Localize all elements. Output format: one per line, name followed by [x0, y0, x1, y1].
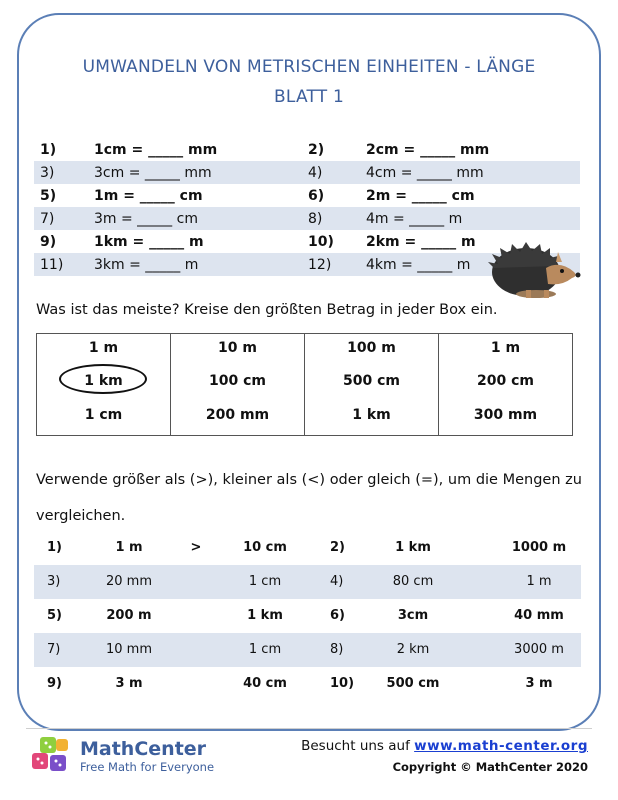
quantity-right: 40 cm [243, 676, 287, 691]
quantity-right: 1 cm [248, 574, 282, 589]
item-number: 1) [47, 540, 62, 555]
copyright: Copyright © MathCenter 2020 [392, 760, 588, 774]
quantity-right: 1000 m [511, 540, 567, 555]
item-number: 7) [40, 210, 55, 227]
quantity-right: 40 mm [514, 608, 564, 623]
item-number: 10) [308, 233, 334, 250]
item-number: 2) [308, 141, 325, 158]
compare-row [34, 565, 581, 599]
conversion-row [34, 207, 580, 230]
conversion-row [34, 138, 580, 161]
comparison-operator: > [190, 540, 202, 555]
conversion-row [34, 184, 580, 207]
conversion-expression: 4km = _____ m [366, 256, 471, 273]
conversion-expression: 2cm = _____ mm [366, 141, 490, 158]
visit-prefix: Besucht uns auf [301, 738, 415, 754]
quantity-right: 3 m [525, 676, 553, 691]
item-number: 8) [308, 210, 323, 227]
conversion-expression: 1m = _____ cm [94, 187, 203, 204]
compare-table [34, 531, 581, 701]
item-number: 7) [47, 642, 61, 657]
conversion-expression: 3m = _____ cm [94, 210, 198, 227]
quantity-left: 2 km [396, 642, 430, 657]
quantity-left: 20 mm [105, 574, 152, 589]
question-compare: Verwende größer als (>), kleiner als (<) oder gleich (=), um die Mengen zu vergleichen. [36, 472, 582, 524]
compare-row [34, 531, 581, 565]
quantity-left: 10 mm [105, 642, 152, 657]
amount-column [439, 334, 572, 435]
amount-cell: 500 cm [343, 373, 400, 389]
quantity-right: 1 cm [248, 642, 282, 657]
amount-cell: 1 m [88, 340, 119, 356]
conversion-expression: 3cm = _____ mm [94, 164, 212, 181]
visit-text [301, 738, 588, 754]
item-number: 9) [47, 676, 62, 691]
quantity-left: 80 cm [392, 574, 434, 589]
hedgehog-illustration [486, 238, 582, 302]
amount-cell: 300 mm [473, 407, 538, 423]
quantity-left: 500 cm [386, 676, 440, 691]
conversion-expression: 2km = _____ m [366, 233, 476, 250]
conversion-row [34, 161, 580, 184]
amount-cell: 200 cm [477, 373, 534, 389]
mathcenter-logo-icon [28, 733, 72, 775]
amount-cell: 1 m [490, 340, 521, 356]
amount-cell: 1 cm [84, 407, 123, 423]
item-number: 4) [330, 574, 344, 589]
item-number: 10) [330, 676, 355, 691]
worksheet-subtitle: BLATT 1 [274, 87, 344, 107]
brand-name: MathCenter [80, 738, 207, 760]
item-number: 6) [308, 187, 325, 204]
amount-cell: 10 m [218, 340, 257, 356]
quantity-right: 3000 m [514, 642, 564, 657]
website-link[interactable]: www.math-center.org [414, 738, 588, 754]
item-number: 5) [47, 608, 62, 623]
quantity-right: 10 cm [243, 540, 287, 555]
conversion-expression: 1cm = _____ mm [94, 141, 218, 158]
quantity-right: 1 m [526, 574, 552, 589]
quantity-left: 200 m [106, 608, 152, 623]
quantity-left: 3cm [397, 608, 429, 623]
amount-column [171, 334, 305, 435]
largest-amount-box [36, 333, 573, 436]
item-number: 3) [47, 574, 61, 589]
amount-cell: 1 km [352, 407, 391, 423]
compare-row [34, 599, 581, 633]
amount-column [37, 334, 171, 435]
item-number: 9) [40, 233, 57, 250]
item-number: 6) [330, 608, 345, 623]
amount-cell: 200 mm [205, 407, 270, 423]
quantity-left: 1 km [395, 540, 431, 555]
brand-tagline: Free Math for Everyone [80, 760, 215, 774]
footer-divider [26, 728, 592, 729]
worksheet-title: UMWANDELN VON METRISCHEN EINHEITEN - LÄNGE [82, 57, 536, 77]
compare-row [34, 667, 581, 701]
item-number: 11) [40, 256, 64, 273]
item-number: 12) [308, 256, 332, 273]
item-number: 3) [40, 164, 55, 181]
item-number: 2) [330, 540, 345, 555]
conversion-expression: 2m = _____ cm [366, 187, 475, 204]
item-number: 1) [40, 141, 57, 158]
compare-row [34, 633, 581, 667]
conversion-expression: 4cm = _____ mm [366, 164, 484, 181]
item-number: 8) [330, 642, 344, 657]
amount-column [305, 334, 439, 435]
amount-cell: 100 m [347, 340, 396, 356]
item-number: 5) [40, 187, 57, 204]
conversion-expression: 3km = _____ m [94, 256, 199, 273]
amount-cell: 1 km [84, 373, 123, 389]
question-most: Was ist das meiste? Kreise den größten Betrag in jeder Box ein. [36, 302, 498, 318]
quantity-left: 3 m [115, 676, 143, 691]
amount-cell: 100 cm [209, 373, 266, 389]
conversion-expression: 1km = _____ m [94, 233, 204, 250]
item-number: 4) [308, 164, 323, 181]
quantity-right: 1 km [247, 608, 283, 623]
conversion-expression: 4m = _____ m [366, 210, 463, 227]
quantity-left: 1 m [115, 540, 143, 555]
